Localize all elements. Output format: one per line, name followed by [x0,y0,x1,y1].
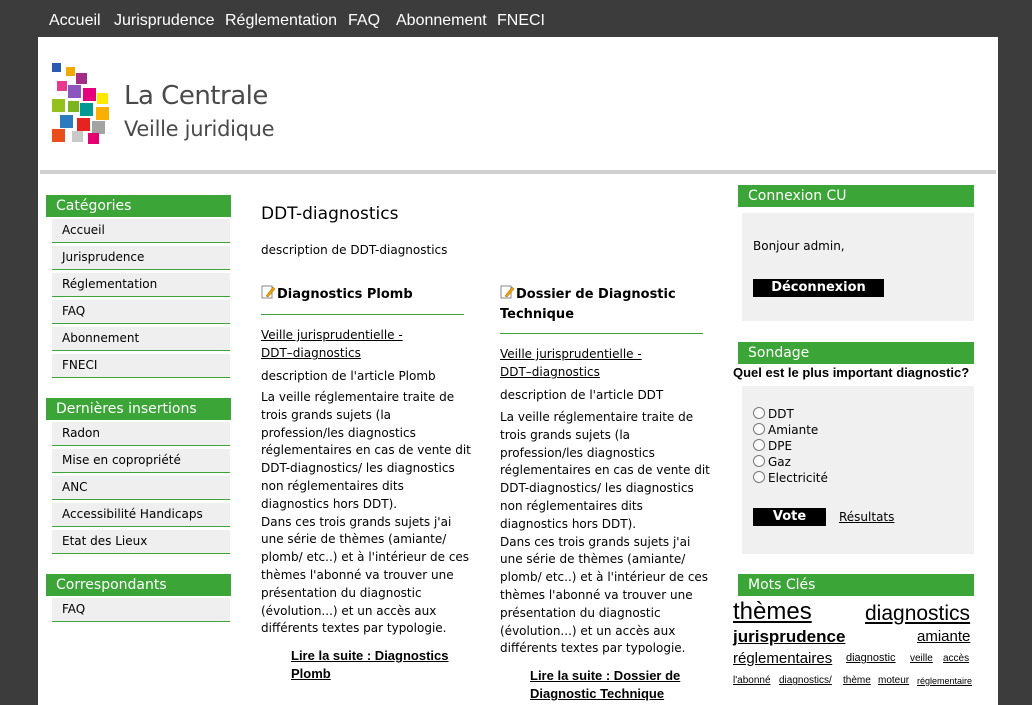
logout-button[interactable]: Déconnexion [753,279,884,297]
latest-title: Dernières insertions [46,398,231,420]
radio-icon[interactable] [753,455,765,467]
latest-item-accessibilite[interactable]: Accessibilité Handicaps [52,503,230,527]
login-greeting: Bonjour admin, [753,239,845,253]
article-category-link[interactable]: Veille jurisprudentielle - DDT–diagnostics [261,328,403,360]
topnav-jurisprudence[interactable]: Jurisprudence [114,12,215,29]
tag-themes[interactable]: thèmes [733,598,812,625]
tag-moteur[interactable]: moteur [878,675,910,686]
radio-icon[interactable] [753,471,765,483]
page-title: DDT-diagnostics [261,204,399,224]
read-more-link[interactable]: Lire la suite : Dossier de Diagnostic Technique [530,668,681,701]
poll-option-dpe[interactable]: DPE [753,438,792,454]
poll-question: Quel est le plus important diagnostic? [733,365,970,380]
tag-diagnostics[interactable]: diagnostics [865,602,971,625]
article-underline [500,333,703,334]
correspondants-item-faq[interactable]: FAQ [52,598,230,622]
topnav-accueil[interactable]: Accueil [49,12,101,29]
page-content [38,37,998,705]
article-summary: description de l'article DDT [500,388,664,402]
site-logo[interactable] [52,63,352,143]
poll-option-gaz[interactable]: Gaz [753,454,791,470]
read-more-link[interactable]: Lire la suite : Diagnostics Plomb [291,648,449,681]
topnav-fneci[interactable]: FNECI [497,12,545,29]
radio-icon[interactable] [753,439,765,451]
article-body: La veille réglementaire traite de trois grands sujets (la profession/les diagnostics réglementaires en cas de vente dit DDT-diagnostics/ les diagnostics non réglementaires dits diagnostics hors DDT). Dans ces trois grands sujets j'ai une série de thèmes (amiante/ plomb/ etc..) et à l'intérieur de ces thèmes l'abonné va trouver une présentation du diagnostic (évolution...) et un accès aux différents textes par typologie. [500,410,710,656]
sidebar-item-abonnement[interactable]: Abonnement [52,327,230,351]
latest-item-copropriete[interactable]: Mise en copropriété [52,449,230,473]
latest-item-radon[interactable]: Radon [52,422,230,446]
article-body: La veille réglementaire traite de trois grands sujets (la profession/les diagnostics réglementaires en cas de vente dit DDT-diagnostics/ les diagnostics non réglementaires dits diagnostics hors DDT). Dans ces trois grands sujets j'ai une série de thèmes (amiante/ plomb/ etc..) et à l'intérieur de ces thèmes l'abonné va trouver une présentation du diagnostic (évolution...) et un accès aux différents textes par typologie. [261,390,471,636]
latest-item-etat-des-lieux[interactable]: Etat des Lieux [52,530,230,554]
tag-acces[interactable]: accès [943,653,970,664]
logo-subtitle: Veille juridique [124,117,275,141]
header-divider [40,170,996,174]
poll-option-ddt[interactable]: DDT [753,406,794,422]
tag-diagnostic[interactable]: diagnostic [846,652,896,664]
tag-jurisprudence[interactable]: jurisprudence [733,627,846,646]
poll-results-link[interactable]: Résultats [839,510,895,524]
logo-title: La Centrale [124,81,268,111]
correspondants-title: Correspondants [46,574,231,596]
article-summary: description de l'article Plomb [261,369,436,383]
topnav-faq[interactable]: FAQ [348,12,381,29]
login-box [742,213,974,321]
categories-title: Catégories [46,195,231,217]
sidebar-item-faq[interactable]: FAQ [52,300,230,324]
article-title-plomb[interactable]: Diagnostics Plomb [261,285,466,305]
edit-article-icon [500,285,514,299]
radio-icon[interactable] [753,423,765,435]
tag-reglementaire[interactable]: réglementaire [917,676,973,686]
tag-diagnostics-slash[interactable]: diagnostics/ [779,675,832,686]
sidebar-item-accueil[interactable]: Accueil [52,219,230,243]
poll-option-amiante[interactable]: Amiante [753,422,818,438]
article-underline [261,314,464,315]
login-title: Connexion CU [738,185,974,207]
article-category-link[interactable]: Veille jurisprudentielle - DDT–diagnostics [500,347,642,379]
poll-title: Sondage [738,342,974,364]
top-navigation [0,0,1032,38]
sidebar-item-reglementation[interactable]: Réglementation [52,273,230,297]
topnav-abonnement[interactable]: Abonnement [396,12,487,29]
poll-box [742,386,974,554]
tag-veille[interactable]: veille [910,653,933,664]
tag-labonne[interactable]: l'abonné [733,675,771,686]
tag-reglementaires[interactable]: réglementaires [733,650,833,667]
tag-theme[interactable]: thème [843,675,871,686]
sidebar-item-fneci[interactable]: FNECI [52,354,230,378]
radio-icon[interactable] [753,407,765,419]
topnav-reglementation[interactable]: Réglementation [225,12,338,29]
page-description: description de DDT-diagnostics [261,243,448,257]
poll-option-electricite[interactable]: Electricité [753,470,828,486]
edit-article-icon [261,285,275,299]
tag-amiante[interactable]: amiante [917,628,971,645]
article-title-ddt[interactable]: Dossier de Diagnostic Technique [500,287,676,322]
sidebar-item-jurisprudence[interactable]: Jurisprudence [52,246,230,270]
latest-item-anc[interactable]: ANC [52,476,230,500]
vote-button[interactable]: Vote [753,508,826,526]
tags-title: Mots Clés [738,574,974,596]
